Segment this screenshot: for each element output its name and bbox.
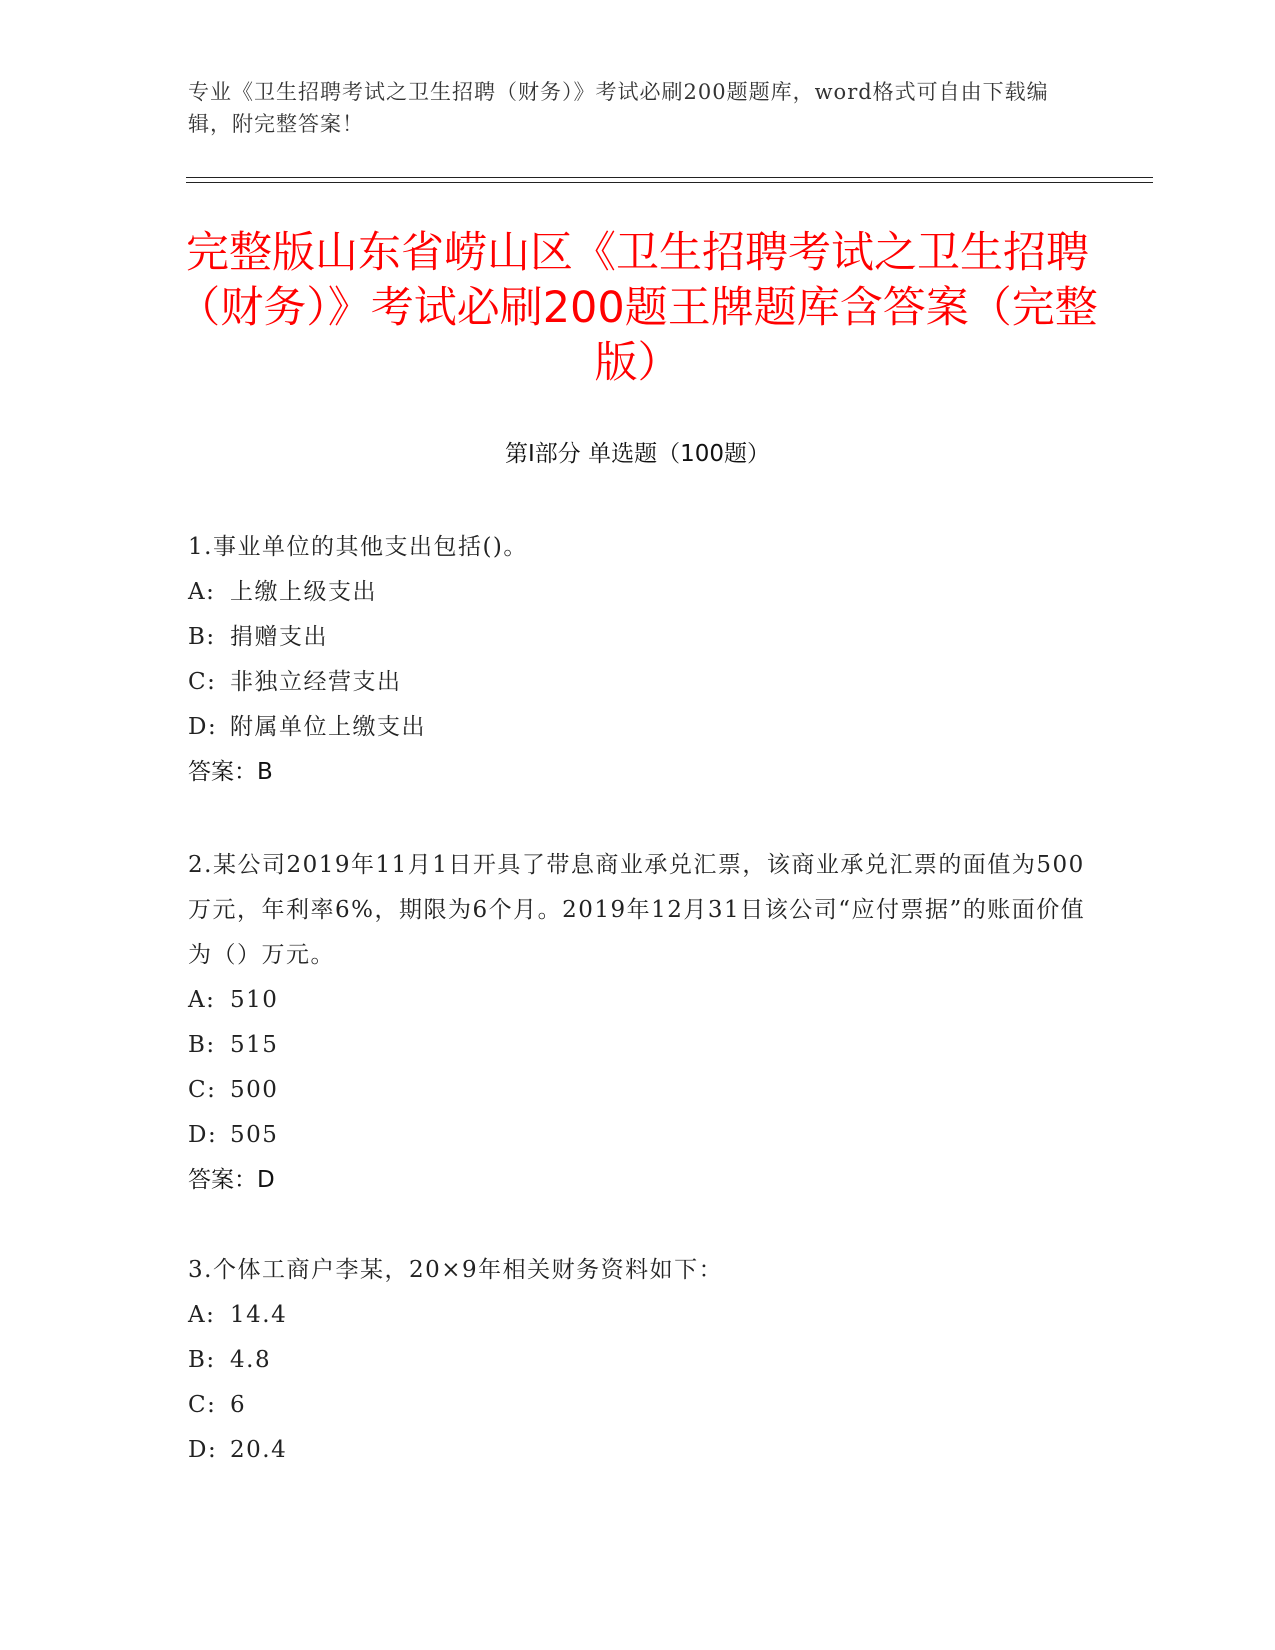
option-key: C: [188, 1077, 217, 1103]
header-divider-bottom [186, 182, 1153, 183]
document-title: 完整版山东省崂山区《卫生招聘考试之卫生招聘（财务）》考试必刷200题王牌题库含答案（完整版） [177, 228, 1098, 388]
answer-line: 答案：B [188, 759, 273, 785]
option-key: D: [188, 714, 218, 740]
option-key: B: [188, 624, 216, 650]
option-d [188, 1113, 1088, 1158]
option-b [188, 615, 1088, 660]
option-text: 6 [230, 1392, 247, 1418]
option-text: 505 [230, 1122, 279, 1148]
question-stem: 1.事业单位的其他支出包括()。 [188, 534, 528, 560]
option-key: D: [188, 1122, 218, 1148]
option-key: A: [188, 579, 216, 605]
option-key: A: [188, 987, 216, 1013]
option-a [188, 570, 1088, 615]
header-divider-top [186, 177, 1153, 178]
section-heading: 第I部分 单选题（100题） [505, 441, 770, 467]
option-text: 20.4 [230, 1437, 288, 1463]
option-text: 4.8 [230, 1347, 272, 1373]
option-c [188, 660, 1088, 705]
option-text: 非独立经营支出 [230, 669, 402, 695]
option-d [188, 1428, 1088, 1473]
option-text: 附属单位上缴支出 [230, 714, 426, 740]
header-note: 专业《卫生招聘考试之卫生招聘（财务）》考试必刷200题题库，word格式可自由下载编辑，附完整答案！ [188, 80, 1049, 136]
option-key: C: [188, 669, 217, 695]
option-a [188, 1293, 1088, 1338]
option-text: 515 [230, 1032, 279, 1058]
option-b [188, 1023, 1088, 1068]
question-stem: 3.个体工商户李某，20×9年相关财务资料如下： [188, 1257, 724, 1283]
option-c [188, 1068, 1088, 1113]
option-text: 500 [230, 1077, 279, 1103]
option-text: 14.4 [230, 1302, 288, 1328]
option-text: 捐赠支出 [230, 624, 328, 650]
option-key: D: [188, 1437, 218, 1463]
option-a [188, 978, 1088, 1023]
question-2 [188, 843, 1088, 1203]
option-d [188, 705, 1088, 750]
option-text: 上缴上级支出 [230, 579, 377, 605]
answer-line: 答案：D [188, 1167, 275, 1193]
option-c [188, 1383, 1088, 1428]
option-text: 510 [230, 987, 279, 1013]
option-key: B: [188, 1347, 216, 1373]
question-stem: 2.某公司2019年11月1日开具了带息商业承兑汇票，该商业承兑汇票的面值为500万元，年利率6%，期限为6个月。2019年12月31日该公司“应付票据”的账面价值为（）万元。 [188, 852, 1086, 968]
option-key: C: [188, 1392, 217, 1418]
question-3 [188, 1248, 1088, 1473]
question-1 [188, 525, 1088, 795]
option-b [188, 1338, 1088, 1383]
option-key: A: [188, 1302, 216, 1328]
option-key: B: [188, 1032, 216, 1058]
